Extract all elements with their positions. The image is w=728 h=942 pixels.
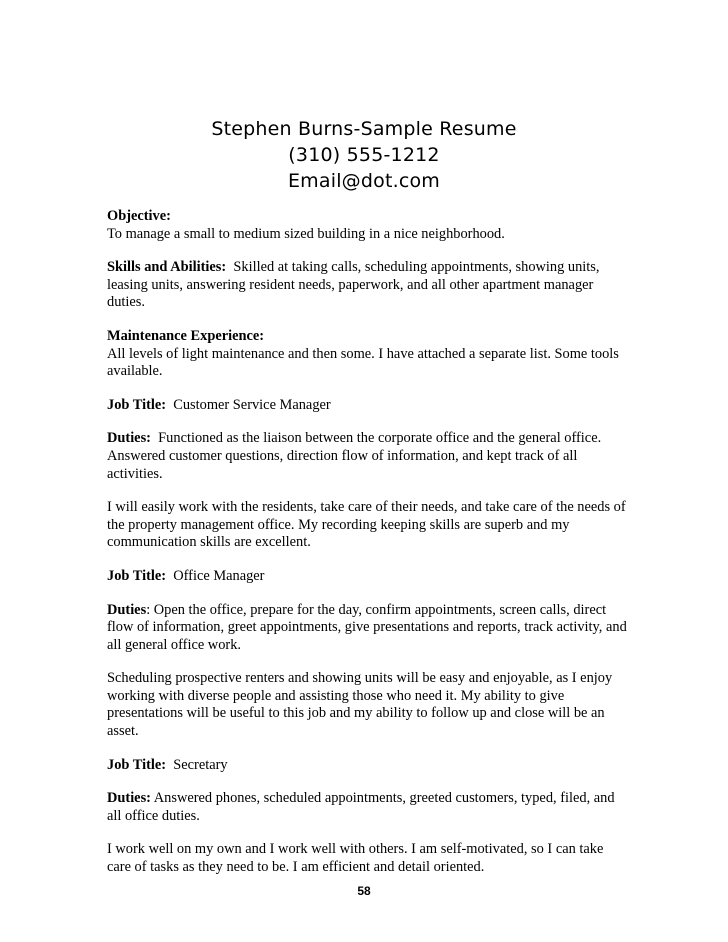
job-title-value: Office Manager bbox=[173, 567, 265, 584]
job-duties-2 bbox=[107, 602, 627, 655]
job-title-value: Secretary bbox=[173, 756, 228, 773]
job-title-label: Job Title: bbox=[107, 396, 167, 413]
job-title-label: Job Title: bbox=[107, 756, 167, 773]
duties-text: Functioned as the liaison between the corporate office and the general office. Answered customer questions, direction flow of information, and kept track of all activities. bbox=[107, 430, 602, 482]
objective-text: To manage a small to medium sized building in a nice neighborhood. bbox=[107, 225, 505, 242]
job-title-3 bbox=[107, 757, 627, 775]
job-duties-1 bbox=[107, 430, 627, 483]
job-title-label: Job Title: bbox=[107, 567, 167, 584]
phone-number: (310) 555-1212 bbox=[288, 144, 440, 166]
duties-label: Duties: bbox=[107, 790, 151, 807]
skills-text: Skilled at taking calls, scheduling appointments, showing units, leasing units, answering resident needs, paperwork, and all other apartment manager duties. bbox=[107, 259, 600, 311]
job-statement-3: I work well on my own and I work well with others. I am self-motivated, so I can take care of tasks as they need to be. I am efficient and detail oriented. bbox=[107, 841, 604, 876]
email-address: Email@dot.com bbox=[287, 170, 441, 192]
job-title-1 bbox=[107, 397, 627, 415]
resume-body bbox=[107, 208, 627, 877]
maintenance-section bbox=[107, 328, 627, 381]
job-title-2 bbox=[107, 568, 627, 586]
duties-label: Duties bbox=[107, 601, 147, 618]
objective-section bbox=[107, 208, 627, 243]
resume-title: Stephen Burns-Sample Resume bbox=[211, 118, 517, 140]
job-statement-2: Scheduling prospective renters and showing units will be easy and enjoyable, as I enjoy working with diverse people and assisting those who need it. My ability to give presentations will be useful to this job and my ability to follow up and close will be an asset. bbox=[107, 670, 613, 740]
duties-text: Answered phones, scheduled appointments, greeted customers, typed, filed, and all office duties. bbox=[107, 790, 615, 824]
duties-text: : Open the office, prepare for the day, confirm appointments, screen calls, direct flow of information, greet appointments, give presentations and reports, track activity, and all general office work. bbox=[107, 601, 627, 653]
maintenance-text: All levels of light maintenance and then some. I have attached a separate list. Some tools available. bbox=[107, 345, 619, 380]
duties-label: Duties: bbox=[107, 430, 151, 447]
maintenance-label: Maintenance Experience: bbox=[107, 327, 265, 344]
page-number: 58 bbox=[357, 884, 371, 898]
job-statement-1: I will easily work with the residents, take care of their needs, and take care of the needs of the property management office. My recording keeping skills are superb and my communication skills are excellent. bbox=[107, 499, 626, 551]
skills-section bbox=[107, 259, 627, 312]
job-duties-3 bbox=[107, 790, 627, 825]
job-title-value: Customer Service Manager bbox=[173, 396, 331, 413]
skills-label: Skills and Abilities: bbox=[107, 259, 227, 276]
objective-label: Objective: bbox=[107, 208, 171, 224]
